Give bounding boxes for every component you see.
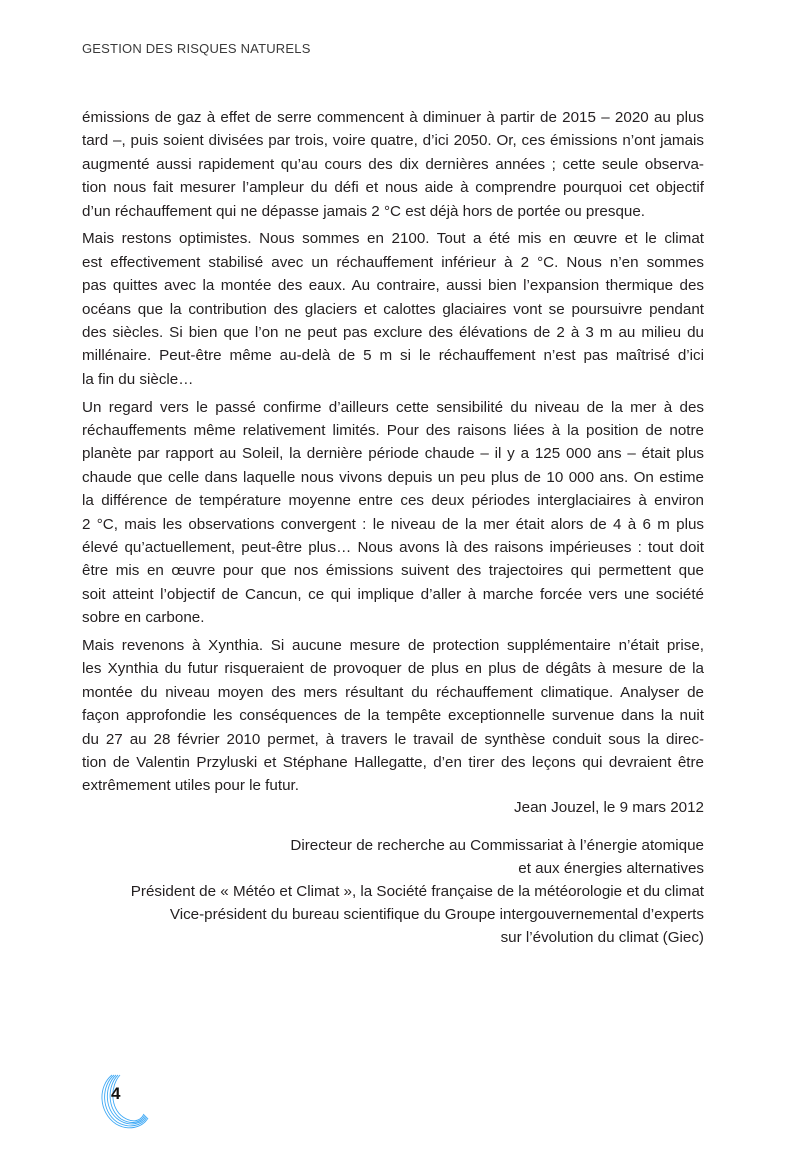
paragraph [82,106,704,223]
text-line: façon approfondie les conséquences de la tempête exceptionnelle survenue dans la nuit [82,707,704,725]
paragraph [82,634,704,798]
text-line: millénaire. Peut-être même au-delà de 5 m si le réchauffement n’est pas maîtrisé d’ici [82,347,704,365]
text-line: tard –, puis soient divisées par trois, voire quatre, d’ici 2050. Or, ces émissions n’ont jamais [82,132,704,150]
text-line: être mis en œuvre pour que nos émissions suivent des trajectoires qui permettent que [82,562,704,580]
text-line: sobre en carbone. [82,609,205,627]
text-line: océans que la contribution des glaciers et calottes glaciaires vont se poursuivre pendant [82,300,704,318]
signature-block [131,796,704,949]
text-line: 2 °C, mais les observations convergent : le niveau de la mer était alors de 4 à 6 m plus [82,515,704,533]
signature-title-line: Directeur de recherche au Commissariat à l’énergie atomique [290,837,704,854]
text-line: tion nous fait mesurer l’ampleur du défi et nous aide à comprendre pourquoi cet objectif [82,179,704,197]
text-line: des siècles. Si bien que l’on ne peut pas exclure des élévations de 2 à 3 m au milieu du [82,324,704,342]
text-line: augmenté aussi rapidement qu’au cours des dix dernières années ; cette seule observa- [82,155,704,173]
text-line: chaude que celle dans laquelle nous vivons depuis un peu plus de 10 000 ans. On estime [82,468,704,486]
text-line: planète par rapport au Soleil, la dernière période chaude – il y a 125 000 ans – était plus [82,445,704,463]
page-number: 4 [111,1084,121,1103]
signature-title-line: sur l’évolution du climat (Giec) [500,929,704,946]
text-line: extrêmement utiles pour le futur. [82,777,299,795]
text-line: les Xynthia du futur risqueraient de provoquer de plus en plus de dégâts à mesure de la [82,660,704,678]
text-line: est effectivement stabilisé avec un réchauffement inférieur à 2 °C. Nous n’en sommes [82,253,704,271]
text-line: Un regard vers le passé confirme d’ailleurs cette sensibilité du niveau de la mer à des [82,398,704,416]
text-line: Mais restons optimistes. Nous sommes en 2100. Tout a été mis en œuvre et le climat [82,230,704,248]
text-line: la différence de température moyenne entre ces deux périodes interglaciaires à environ [82,492,704,510]
text-line: montée du niveau moyen des mers résultant du réchauffement climatique. Analyser de [82,683,704,701]
body-text [82,106,704,802]
running-header: GESTION DES RISQUES NATURELS [82,41,311,56]
text-line: élevé qu’actuellement, peut-être plus… Nous avons là des raisons impérieuses : tout doit [82,539,704,557]
signature-title-line: et aux énergies alternatives [518,860,704,877]
paragraph [82,396,704,630]
text-line: la fin du siècle… [82,370,194,388]
text-line: du 27 au 28 février 2010 permet, à travers le travail de synthèse conduit sous la direc- [82,730,704,748]
text-line: émissions de gaz à effet de serre commencent à diminuer à partir de 2015 – 2020 au plus [82,109,704,126]
page-number-badge [96,1072,156,1132]
text-line: réchauffements même relativement limités. Pour des raisons liées à la position de notre [82,422,704,440]
signature-name-date: Jean Jouzel, le 9 mars 2012 [514,799,704,816]
text-line: Mais revenons à Xynthia. Si aucune mesure de protection supplémentaire n’était prise, [82,637,704,655]
text-line: pas quittes avec la montée des eaux. Au contraire, aussi bien l’expansion thermique des [82,277,704,295]
text-line: d’un réchauffement qui ne dépasse jamais 2 °C est déjà hors de portée ou presque. [82,202,646,220]
signature-title-line: Vice-président du bureau scientifique du Groupe intergouvernemental d’experts [169,906,704,923]
signature-title-line: Président de « Météo et Climat », la Société française de la météorologie et du climat [130,883,704,900]
paragraph [82,227,704,391]
swoosh-icon [96,1072,156,1132]
text-line: tion de Valentin Przyluski et Stéphane Hallegatte, d’en tirer des leçons qui devraient être [82,754,704,772]
text-line: soit atteint l’objectif de Cancun, ce qui implique d’aller à marche forcée vers une société [82,585,704,603]
